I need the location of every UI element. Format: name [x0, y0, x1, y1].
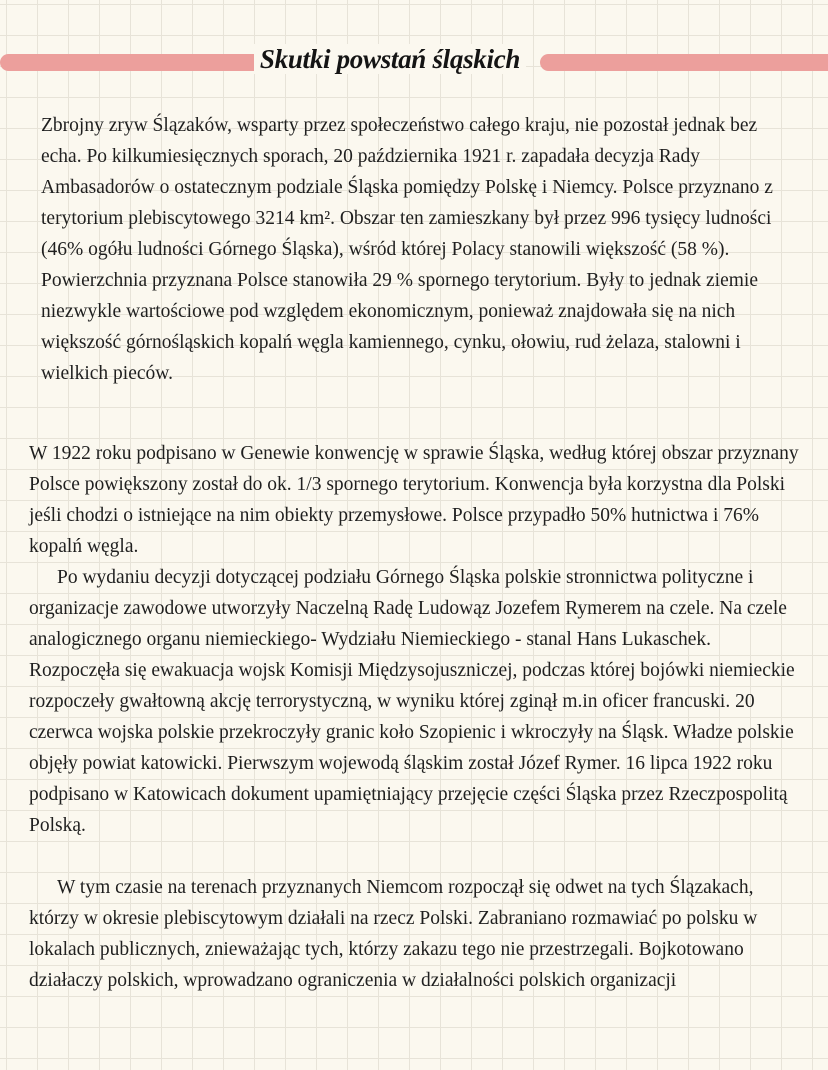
paragraph-takeover: Po wydaniu decyzji dotyczącej podziału Górnego Śląska polskie stronnictwa polityczne i organizacje zawodowe utworzyły Naczelną Radę Ludowąz Jozefem Rymerem na czele. Na czele analogicznego organu niemieckiego- Wydziału Niemieckiego - stanal Hans Lukaschek. Rozpoczęła się ewakuacja wojsk Komisji Międzysojuszniczej, podczas której bojówki niemieckie rozpoczeły gwałtowną akcję terrorystyczną, w wyniku której zginął m.in oficer francuski. 20 czerwca wojska polskie przekroczyły granic koło Szopienic i wkroczyły na Śląsk. Władze polskie objęły powiat katowicki. Pierwszym wojewodą śląskim został Józef Rymer. 16 lipca 1922 roku podpisano w Katowicach dokument upamiętniający przejęcie części Śląska przez Rzeczpospolitą Polską. [29, 567, 795, 836]
paragraph-partition-decision: Zbrojny zryw Ślązaków, wsparty przez społeczeństwo całego kraju, nie pozostał jednak bez echa. Po kilkumiesięcznych sporach, 20 października 1921 r. zapadała decyzja Rady Ambasadorów o ostatecznym podziale Śląska pomiędzy Polskę i Niemcy. Polsce przyznano z terytorium plebiscytowego 3214 km². Obszar ten zamieszkany był przez 996 tysięcy ludności (46% ogółu ludności Górnego Śląska), wśród której Polacy stanowili większość (58 %). Powierzchnia przyznana Polsce stanowiła 29 % spornego terytorium. Były to jednak ziemie niezwykle wartościowe pod względem ekonomicznym, ponieważ znajdowała się na nich większość górnośląskich kopalń węgla kamiennego, cynku, ołowiu, rud żelaza, stalowni i wielkich pieców. [41, 115, 773, 384]
page-title [0, 44, 780, 75]
paragraph-geneva-convention: W 1922 roku podpisano w Genewie konwencję w sprawie Śląska, według której obszar przyznany Polsce powiększony został do ok. 1/3 spornego terytorium. Konwencja była korzystna dla Polski jeśli chodzi o istniejące na nim obiekty przemysłowe. Polsce przypadło 50% hutnictwa i 76% kopalń węgla. [29, 443, 799, 557]
page-title-text: Skutki powstań śląskich [254, 44, 526, 74]
paragraph-reprisals: W tym czasie na terenach przyznanych Niemcom rozpoczął się odwet na tych Ślązakach, którzy w okresie plebiscytowym działali na rzecz Polski. Zabraniano rozmawiać po polsku w lokalach publicznych, znieważając tych, którzy zakazu tego nie przestrzegali. Bojkotowano działaczy polskich, wprowadzano ograniczenia w działalności polskich organizacji [29, 877, 758, 991]
